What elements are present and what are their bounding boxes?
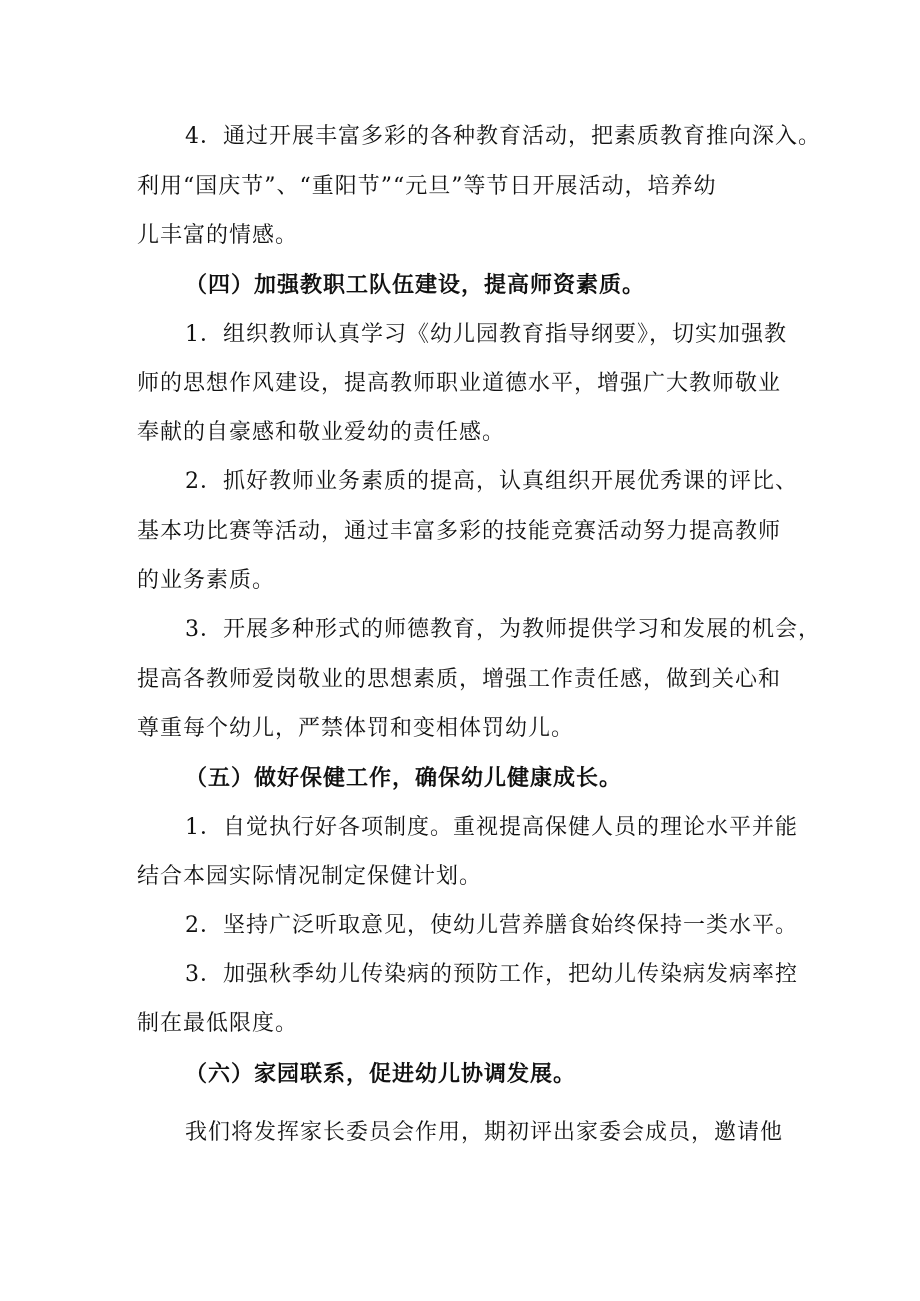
- paragraph-line: 结合本园实际情况制定保健计划。: [137, 864, 483, 889]
- paragraph-line: 2．抓好教师业务素质的提高，认真组织开展优秀课的评比、: [185, 469, 798, 494]
- paragraph-line: 师的思想作风建设，提高教师职业道德水平，增强广大教师敬业: [137, 371, 782, 396]
- section-heading: （四）加强教职工队伍建设，提高师资素质。: [185, 272, 646, 298]
- paragraph-line: 的业务素质。: [137, 568, 276, 593]
- paragraph-line: 利用“国庆节”、“重阳节”“元旦”等节日开展活动，培养幼: [137, 174, 717, 199]
- paragraph-line: 我们将发挥家长委员会作用，期初评出家委会成员，邀请他: [185, 1120, 784, 1145]
- paragraph-line: 1．组织教师认真学习《幼儿园教育指导纲要》，切实加强教: [185, 322, 787, 347]
- paragraph-line: 3．加强秋季幼儿传染病的预防工作，把幼儿传染病发病率控: [185, 962, 798, 987]
- paragraph-line: 1．自觉执行好各项制度。重视提高保健人员的理论水平并能: [185, 815, 798, 840]
- paragraph-line: 尊重每个幼儿，严禁体罚和变相体罚幼儿。: [137, 716, 575, 741]
- paragraph-line: 基本功比赛等活动，通过丰富多彩的技能竞赛活动努力提高教师: [137, 519, 782, 544]
- section-heading: （五）做好保健工作，确保幼儿健康成长。: [185, 765, 623, 791]
- paragraph-line: 4．通过开展丰富多彩的各种教育活动，把素质教育推向深入。: [185, 124, 821, 149]
- paragraph-line: 2．坚持广泛听取意见，使幼儿营养膳食始终保持一类水平。: [185, 913, 798, 938]
- section-heading: （六）家园联系，促进幼儿协调发展。: [185, 1061, 577, 1087]
- paragraph-line: 提高各教师爱岗敬业的思想素质，增强工作责任感，做到关心和: [137, 667, 782, 692]
- paragraph-line: 奉献的自豪感和敬业爱幼的责任感。: [137, 420, 506, 445]
- paragraph-line: 制在最低限度。: [137, 1011, 299, 1036]
- paragraph-line: 儿丰富的情感。: [137, 223, 299, 248]
- paragraph-line: 3．开展多种形式的师德教育，为教师提供学习和发展的机会，: [185, 617, 821, 642]
